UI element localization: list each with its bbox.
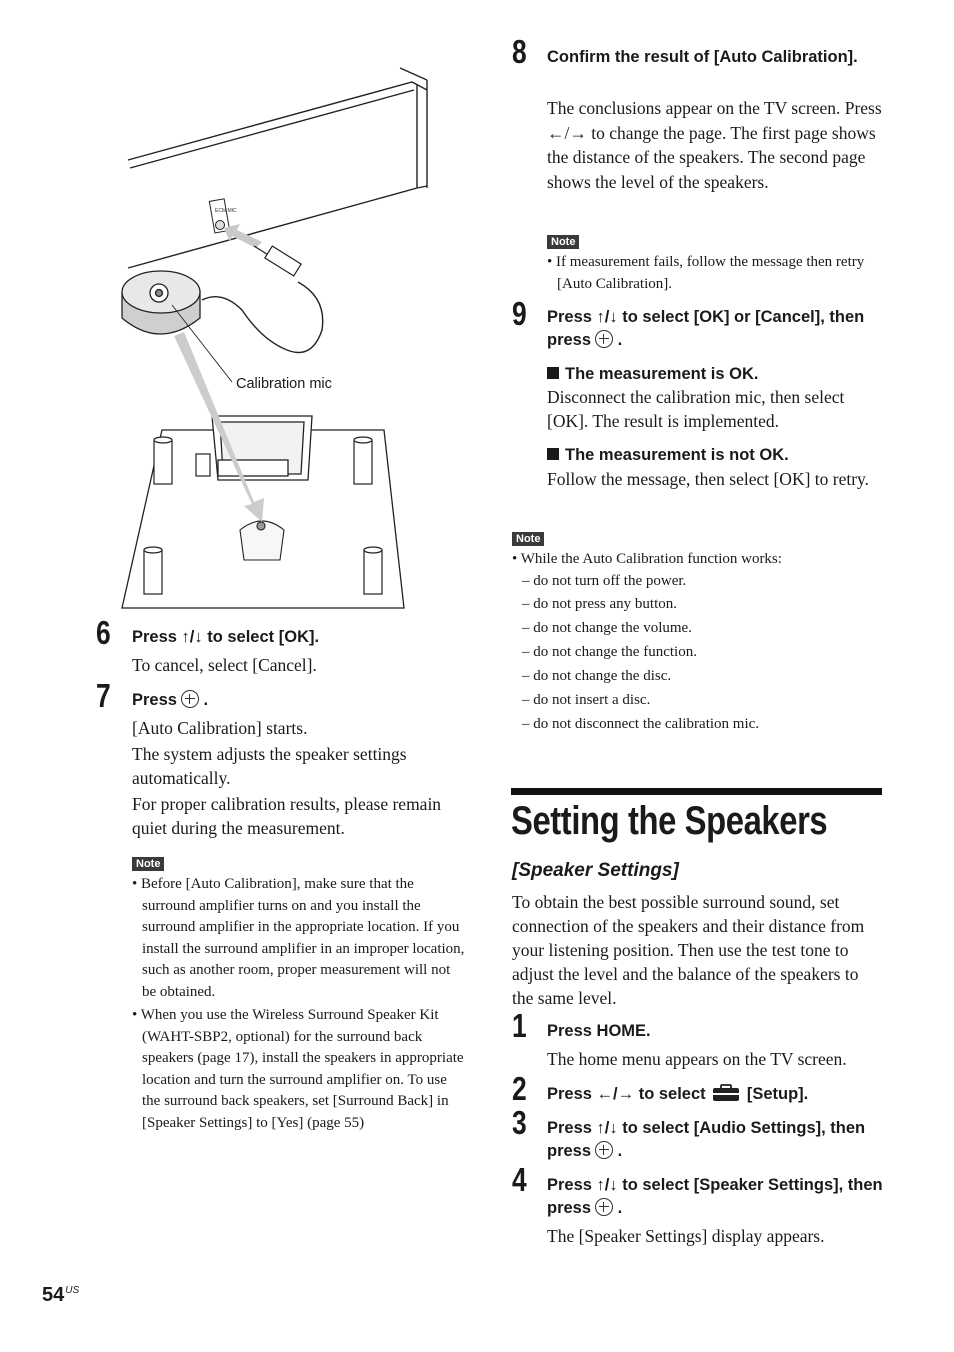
step-7-body [132,716,452,840]
step-9-number: 9 [512,295,527,332]
note-item: • While the Auto Calibration function works: [512,551,782,567]
step-3-heading: Press ↑/↓ to select [Audio Settings], then press . [547,1119,866,1160]
not-ok-body: Follow the message, then select [OK] to retry. [547,469,870,489]
step-3-heading-text: Press ↑/↓ to select [Audio Settings], then press [547,1119,866,1160]
jack-label: ECM MIC [215,208,237,214]
step-9-heading-text: Press ↑/↓ to select [OK] or [Cancel], then press [547,308,865,349]
dash-item: – do not change the function. [522,644,697,661]
ok-subheading: The measurement is OK. [547,363,758,386]
section-rule [511,788,882,795]
step-7-line-3: For proper calibration results, please remain quiet during the measurement. [132,794,442,838]
step-7-line-2: The system adjusts the speaker settings automatically. [132,744,407,788]
note-item: • When you use the Wireless Surround Speaker Kit (WAHT-SBP2, optional) for the surround back speakers (page 17), install the speakers in appropriate location and turn the surround amplifier on. To use the surround back speakers, set [Surround Back] in [Speaker Settings] to [Yes] (page 55) [132,1007,464,1131]
enter-button-icon [595,1141,613,1159]
enter-button-icon [595,330,613,348]
step-4-number: 4 [512,1161,527,1198]
step-7-heading: Press . [132,691,209,709]
step-6-heading: Press ↑/↓ to select [OK]. [132,628,320,646]
ok-body: Disconnect the calibration mic, then select [OK]. The result is implemented. [547,387,845,431]
note-2 [512,549,872,738]
step-9-heading: Press ↑/↓ to select [OK] or [Cancel], then press . [547,308,865,349]
step-7-number: 7 [96,677,111,714]
step-4-body: The [Speaker Settings] display appears. [547,1226,825,1246]
listening-position [240,521,284,560]
step-4-heading-text: Press ↑/↓ to select [Speaker Settings], then press [547,1176,883,1217]
step-7-heading-text: Press [132,691,177,709]
step-8-body: The conclusions appear on the TV screen. Press ←/→ to change the page. The first page shows the distance of the speakers. The second page shows the level of the speakers. [547,98,882,192]
section-title: Setting the Speakers [511,799,828,843]
step-2-number: 2 [512,1070,527,1107]
note-badge: Note [512,532,544,546]
dash-item: – do not press any button. [522,596,677,613]
dash-item: – do not change the volume. [522,620,692,637]
step-7-line-1: [Auto Calibration] starts. [132,718,308,738]
step-2-heading [547,1083,808,1106]
step-1-heading: Press HOME. [547,1022,651,1040]
dash-item: – do not turn off the power. [522,572,687,589]
step-6-number: 6 [96,614,111,651]
step-8-number: 8 [512,33,527,70]
note-badge: Note [547,235,579,249]
calibration-mic-label: Calibration mic [236,376,332,392]
step-1-body: The home menu appears on the TV screen. [547,1049,847,1069]
step-1-number: 1 [512,1007,527,1044]
section-intro: To obtain the best possible surround sound, set connection of the speakers and their distance from your listening position. Then use the test tone to adjust the level and the balance of the speakers to the same level. [512,892,865,1008]
step-3-number: 3 [512,1104,527,1141]
note-1 [547,252,883,295]
mic-plug [202,246,323,353]
step-2-heading-text: Press ←/→ to select [547,1085,706,1103]
section-subtitle: [Speaker Settings] [512,860,679,881]
page-number: $54^{US}$ [42,1284,80,1306]
note-item: • If measurement fails, follow the message then retry [Auto Calibration]. [547,254,865,292]
calibration-setup-illustration [112,60,432,612]
not-ok-subheading: The measurement is not OK. [547,444,789,467]
enter-button-icon [181,690,199,708]
note-badge: Note [132,857,164,871]
dash-item: – do not insert a disc. [522,691,651,708]
step-8-heading: Confirm the result of [Auto Calibration]. [547,48,858,66]
step-6-body: To cancel, select [Cancel]. [132,655,317,675]
enter-button-icon [595,1198,613,1216]
step-4-heading: Press ↑/↓ to select [Speaker Settings], then press . [547,1176,883,1217]
square-bullet-icon [547,367,559,379]
calibration-mic [122,271,200,334]
step-2-heading-text: [Setup]. [746,1085,809,1103]
unit-rear-panel [128,68,427,268]
square-bullet-icon [547,448,559,460]
toolbox-icon [712,1084,740,1102]
dash-item: – do not change the disc. [522,668,672,685]
insert-arrow [224,224,262,248]
left-notes [132,874,468,1134]
note-item: • Before [Auto Calibration], make sure that the surround amplifier turns on and you install the surround amplifier in the appropriate location. If you install the surround amplifier in an improper location, such as another room, proper measurement will not be obtained. [132,876,465,1000]
dash-item: – do not disconnect the calibration mic. [522,715,760,732]
